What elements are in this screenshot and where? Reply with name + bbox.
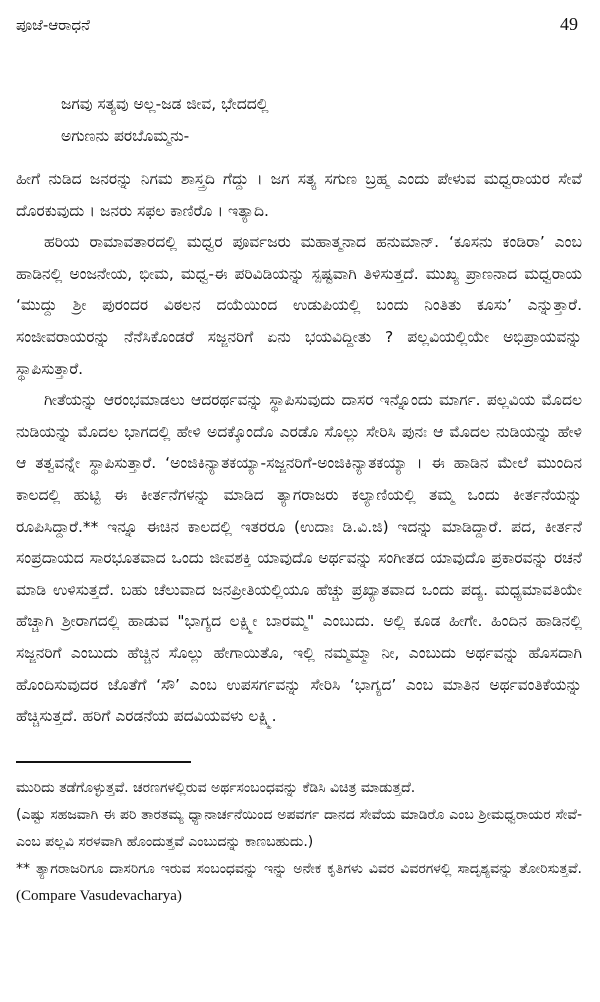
paragraph: ಹೀಗೆ ನುಡಿದ ಜನರನ್ನು ನಿಗಮ ಶಾಸ್ತ್ರದಿ ಗೆದ್ದು । ಜಗ ಸತ್ಯ ಸಗುಣ ಬ್ರಹ್ಮ ಎಂದು ಪೇಳುವ ಮಧ್ವರಾಯರ ಸೇವೆ ದೊರಕುವುದು । ಜನರು ಸಫಲ ಕಾಣಿರೊ । ಇತ್ಯಾದಿ.: [16, 170, 582, 220]
body-text: [16, 164, 582, 733]
footnote-note: (ಎಷ್ಟು ಸಹಜವಾಗಿ ಈ ಪರಿ ತಾರತಮ್ಯ ಧ್ಯಾನಾರ್ಚನೆಯಿಂದ ಅಪವರ್ಗ ದಾನದ ಸೇವೆಯ ಮಾಡಿರೊ ಎಂಬ ಶ್ರೀಮಧ್ವರಾಯರ ಸೇವೆ-ಎಂಬ ಪಲ್ಲವಿ ಸರಳವಾಗಿ ಹೊಂದುತ್ತವೆ ಎಂಬುದನ್ನು ಕಾಣಬಹುದು.): [16, 806, 582, 850]
paragraph: ಹರಿಯ ರಾಮಾವತಾರದಲ್ಲಿ ಮಧ್ವರ ಪೂರ್ವಜರು ಮಹಾತ್ಮನಾದ ಹನುಮಾನ್. ‘ಕೂಸನು ಕಂಡಿರಾ’ ಎಂಬ ಹಾಡಿನಲ್ಲಿ ಅಂಜನೇಯ, ಭೀಮ, ಮಧ್ವ-ಈ ಪರಿವಿಡಿಯನ್ನು ಸ್ಪಷ್ಟವಾಗಿ ತಿಳಿಸುತ್ತದೆ. ಮುಖ್ಯ ಪ್ರಾಣನಾದ ಮಧ್ವರಾಯ ‘ಮುದ್ದು ಶ್ರೀ ಪುರಂದರ ವಿಠಲನ ದಯೆಯಿಂದ ಉಡುಪಿಯಲ್ಲಿ ಬಂದು ನಿಂತಿತು ಕೂಸು’ ಎನ್ನುತ್ತಾರೆ. ಸಂಜೀವರಾಯರನ್ನು ನೆನೆಸಿಕೊಂಡರೆ ಸಜ್ಜನರಿಗೆ ಏನು ಭಯವಿದ್ದೀತು ? ಪಲ್ಲವಿಯಲ್ಲಿಯೇ ಅಭಿಪ್ರಾಯವನ್ನು ಸ್ಥಾಪಿಸುತ್ತಾರೆ.: [16, 233, 582, 378]
footnote-star-text: ** ತ್ಯಾಗರಾಜರಿಗೂ ದಾಸರಿಗೂ ಇರುವ ಸಂಬಂಧವನ್ನು ಇನ್ನು ಅನೇಕ ಕೃತಿಗಳು ವಿವರ ವಿವರಗಳಲ್ಲಿ ಸಾದೃಶ್ಯವನ್ನು ತೋರಿಸುತ್ತವೆ.: [16, 860, 582, 877]
footnote-continuation: ಮುರಿದು ತಡೆಗೊಳ್ಳುತ್ತವೆ. ಚರಣಗಳಲ್ಲಿರುವ ಅರ್ಥಸಂಬಂಧವನ್ನು ಕೆಡಿಸಿ ವಿಚಿತ್ರ ಮಾಡುತ್ತದೆ.: [16, 779, 416, 796]
footnote-star: [16, 856, 582, 910]
verse-line: ಅಗುಣನು ಪರಬೊಮ್ಮನು-: [61, 127, 190, 145]
page-number: 49: [560, 14, 578, 34]
paragraph: ಗೀತೆಯನ್ನು ಆರಂಭಮಾಡಲು ಆದರರ್ಥವನ್ನು ಸ್ಥಾಪಿಸುವುದು ದಾಸರ ಇನ್ನೊಂದು ಮಾರ್ಗ. ಪಲ್ಲವಿಯ ಮೊದಲ ನುಡಿಯನ್ನು ಮೊದಲ ಭಾಗದಲ್ಲಿ ಹೇಳಿ ಅದಕ್ಕೊಂದೊ ಎರಡೊ ಸೊಲ್ಲು ಸೇರಿಸಿ ಪುನಃ ಆ ಮೊದಲ ನುಡಿಯನ್ನು ಹೇಳಿ ಆ ತತ್ವವನ್ನೇ ಸ್ಥಾಪಿಸುತ್ತಾರೆ. ‘ಅಂಜಿಕಿನ್ಯಾತಕಯ್ಯಾ-ಸಜ್ಜನರಿಗೆ-ಅಂಜಿಕಿನ್ಯಾತಕಯ್ಯಾ । ಈ ಹಾಡಿನ ಮೇಲೆ ಮುಂದಿನ ಕಾಲದಲ್ಲಿ ಹುಟ್ಟಿ ಈ ಕೀರ್ತನೆಗಳನ್ನು ಮಾಡಿದ ತ್ಯಾಗರಾಜರು ಕಲ್ಯಾಣಿಯಲ್ಲಿ ತಮ್ಮ ಒಂದು ಕೀರ್ತನೆಯನ್ನು ರೂಪಿಸಿದ್ದಾರೆ.** ಇನ್ನೂ ಈಚಿನ ಕಾಲದಲ್ಲಿ ಇತರರೂ (ಉದಾಃ ಡಿ.ವಿ.ಜಿ) ಇದನ್ನು ಮಾಡಿದ್ದಾರೆ. ಪದ, ಕೀರ್ತನೆ ಸಂಪ್ರದಾಯದ ಸಾರಭೂತವಾದ ಒಂದು ಜೀವಶಕ್ತಿ ಯಾವುದೊ ಅರ್ಥವನ್ನು ಸಂಗೀತದ ಯಾವುದೊ ಪ್ರಕಾರವನ್ನು ರಚನೆ ಮಾಡಿ ಉಳಿಸುತ್ತದೆ. ಬಹು ಚೆಲುವಾದ ಜನಪ್ರೀತಿಯಲ್ಲಿಯೂ ಹೆಚ್ಚು ಪ್ರಖ್ಯಾತವಾದ ಒಂದು ಪದ್ಯ. ಮಧ್ಯಮಾವತಿಯೇ ಹೆಚ್ಚಾಗಿ ಶ್ರೀರಾಗದಲ್ಲಿ ಹಾಡುವ "ಭಾಗ್ಯದ ಲಕ್ಷ್ಮೀ ಬಾರಮ್ಮ" ಎಂಬುದು. ಅಲ್ಲಿ ಕೂಡ ಹೀಗೇ. ಹಿಂದಿನ ಹಾಡಿನಲ್ಲಿ ಸಜ್ಜನರಿಗೆ ಎಂಬುದು ಹೆಚ್ಚಿನ ಸೊಲ್ಲು ಹೇಗಾಯಿತೊ, ಇಲ್ಲಿ ನಮ್ಮಮ್ಮಾ ನೀ, ಎಂಬುದು ಅರ್ಥವನ್ನು ಹೊಸದಾಗಿ ಹೊಂದಿಸುವುದರ ಜೊತೆಗೆ ‘ಸೌ’ ಎಂಬ ಉಪಸರ್ಗವನ್ನು ಸೇರಿಸಿ ‘ಭಾಗ್ಯದ’ ಎಂಬ ಮಾತಿನ ಅರ್ಥವಂತಿಕೆಯನ್ನು ಹೆಚ್ಚಿಸುತ್ತದೆ. ಹರಿಗೆ ಎರಡನೆಯ ಪದವಿಯವಳು ಲಕ್ಷ್ಮಿ.: [16, 391, 582, 726]
verse-line: ಜಗವು ಸತ್ಯವು ಅಲ್ಲ-ಜಡ ಜೀವ, ಭೇದದಲ್ಲಿ: [61, 95, 269, 113]
page-header: [16, 14, 582, 44]
footnote-compare: (Compare Vasudevacharya): [16, 887, 182, 904]
footnotes: [16, 775, 582, 910]
footnote-divider: [16, 761, 191, 763]
verse-block: [16, 88, 582, 152]
running-title: ಪೂಜೆ-ಆರಾಧನೆ: [16, 16, 91, 34]
